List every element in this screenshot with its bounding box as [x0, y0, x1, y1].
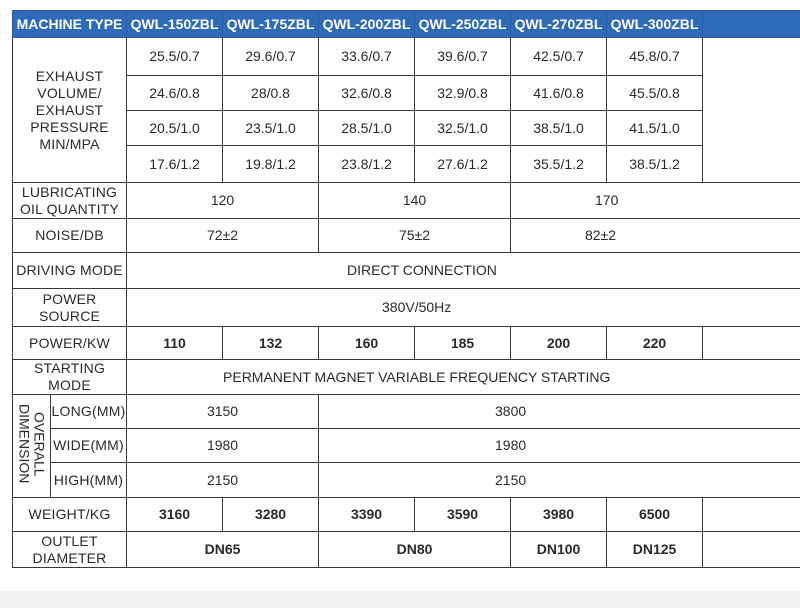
high-label: HIGH(MM) [51, 463, 127, 498]
exhaust-row [13, 111, 800, 146]
starting-value: PERMANENT MAGNET VARIABLE FREQUENCY STARTING [127, 360, 800, 395]
power-row [13, 327, 800, 360]
driving-row [13, 253, 800, 289]
exhaust-value: 41.5/1.0 [607, 111, 703, 146]
driving-value: DIRECT CONNECTION [127, 253, 800, 289]
exhaust-value: 29.6/0.7 [223, 38, 319, 76]
long-value: 3150 [127, 395, 319, 429]
exhaust-value: 23.8/1.2 [319, 146, 415, 183]
wide-value: 1980 [319, 429, 800, 463]
model-header: QWL-150ZBL [127, 11, 223, 38]
weight-row [13, 498, 800, 532]
wide-label: WIDE(MM) [51, 429, 127, 463]
exhaust-value: 28.5/1.0 [319, 111, 415, 146]
exhaust-value: 19.8/1.2 [223, 146, 319, 183]
outlet-value: DN125 [607, 532, 703, 568]
power-value: 160 [319, 327, 415, 360]
blank-cell [703, 532, 800, 568]
model-header: QWL-250ZBL [415, 11, 511, 38]
noise-value: 75±2 [319, 219, 511, 253]
blank-cell [703, 38, 800, 183]
exhaust-value: 38.5/1.2 [607, 146, 703, 183]
power-source-label: POWER SOURCE [13, 289, 127, 327]
model-header: QWL-200ZBL [319, 11, 415, 38]
power-value: 132 [223, 327, 319, 360]
weight-value: 3590 [415, 498, 511, 532]
dimension-long-row [13, 395, 800, 429]
lube-row [13, 183, 800, 219]
exhaust-label: EXHAUST VOLUME/ EXHAUST PRESSURE MIN/MPA [13, 38, 127, 183]
exhaust-value: 38.5/1.0 [511, 111, 607, 146]
weight-label: WEIGHT/KG [13, 498, 127, 532]
exhaust-value: 27.6/1.2 [415, 146, 511, 183]
lube-value: 170 [511, 183, 800, 219]
bottom-band [0, 591, 800, 608]
power-source-value: 380V/50Hz [127, 289, 800, 327]
noise-value: 82±2 [511, 219, 800, 253]
machine-type-header: MACHINE TYPE [13, 11, 127, 38]
exhaust-value: 23.5/1.0 [223, 111, 319, 146]
outlet-row [13, 532, 800, 568]
exhaust-value: 32.5/1.0 [415, 111, 511, 146]
exhaust-value: 32.9/0.8 [415, 76, 511, 111]
driving-label: DRIVING MODE [13, 253, 127, 289]
long-label: LONG(MM) [51, 395, 127, 429]
exhaust-row [13, 146, 800, 183]
noise-row [13, 219, 800, 253]
spec-sheet [12, 10, 800, 568]
power-value: 200 [511, 327, 607, 360]
exhaust-value: 35.5/1.2 [511, 146, 607, 183]
exhaust-value: 17.6/1.2 [127, 146, 223, 183]
model-header: QWL-270ZBL [511, 11, 607, 38]
power-value: 185 [415, 327, 511, 360]
power-value: 220 [607, 327, 703, 360]
dimension-wide-row [13, 429, 800, 463]
weight-value: 3390 [319, 498, 415, 532]
exhaust-value: 45.5/0.8 [607, 76, 703, 111]
outlet-value: DN65 [127, 532, 319, 568]
lube-value: 120 [127, 183, 319, 219]
model-header: QWL-175ZBL [223, 11, 319, 38]
header-blank [703, 11, 800, 38]
dimension-label: OVERALL DIMENSION [16, 404, 48, 484]
exhaust-value: 24.6/0.8 [127, 76, 223, 111]
high-value: 2150 [319, 463, 800, 498]
exhaust-row [13, 76, 800, 111]
lube-value: 140 [319, 183, 511, 219]
weight-value: 3980 [511, 498, 607, 532]
weight-value: 6500 [607, 498, 703, 532]
dimension-label-cell [13, 395, 51, 498]
noise-label: NOISE/DB [13, 219, 127, 253]
weight-value: 3160 [127, 498, 223, 532]
weight-value: 3280 [223, 498, 319, 532]
wide-value: 1980 [127, 429, 319, 463]
power-value: 110 [127, 327, 223, 360]
starting-row [13, 360, 800, 395]
exhaust-value: 20.5/1.0 [127, 111, 223, 146]
power-source-row [13, 289, 800, 327]
exhaust-value: 42.5/0.7 [511, 38, 607, 76]
outlet-value: DN100 [511, 532, 607, 568]
exhaust-value: 25.5/0.7 [127, 38, 223, 76]
power-label: POWER/KW [13, 327, 127, 360]
exhaust-row [13, 38, 800, 76]
exhaust-value: 32.6/0.8 [319, 76, 415, 111]
noise-value: 72±2 [127, 219, 319, 253]
spec-table [12, 10, 800, 568]
blank-cell [703, 327, 800, 360]
dimension-high-row [13, 463, 800, 498]
exhaust-value: 28/0.8 [223, 76, 319, 111]
model-header: QWL-300ZBL [607, 11, 703, 38]
exhaust-value: 45.8/0.7 [607, 38, 703, 76]
lube-label: LUBRICATING OIL QUANTITY [13, 183, 127, 219]
exhaust-value: 33.6/0.7 [319, 38, 415, 76]
long-value: 3800 [319, 395, 800, 429]
high-value: 2150 [127, 463, 319, 498]
starting-label: STARTING MODE [13, 360, 127, 395]
header-row [13, 11, 800, 38]
outlet-value: DN80 [319, 532, 511, 568]
outlet-label: OUTLET DIAMETER [13, 532, 127, 568]
exhaust-value: 41.6/0.8 [511, 76, 607, 111]
blank-cell [703, 498, 800, 532]
exhaust-value: 39.6/0.7 [415, 38, 511, 76]
